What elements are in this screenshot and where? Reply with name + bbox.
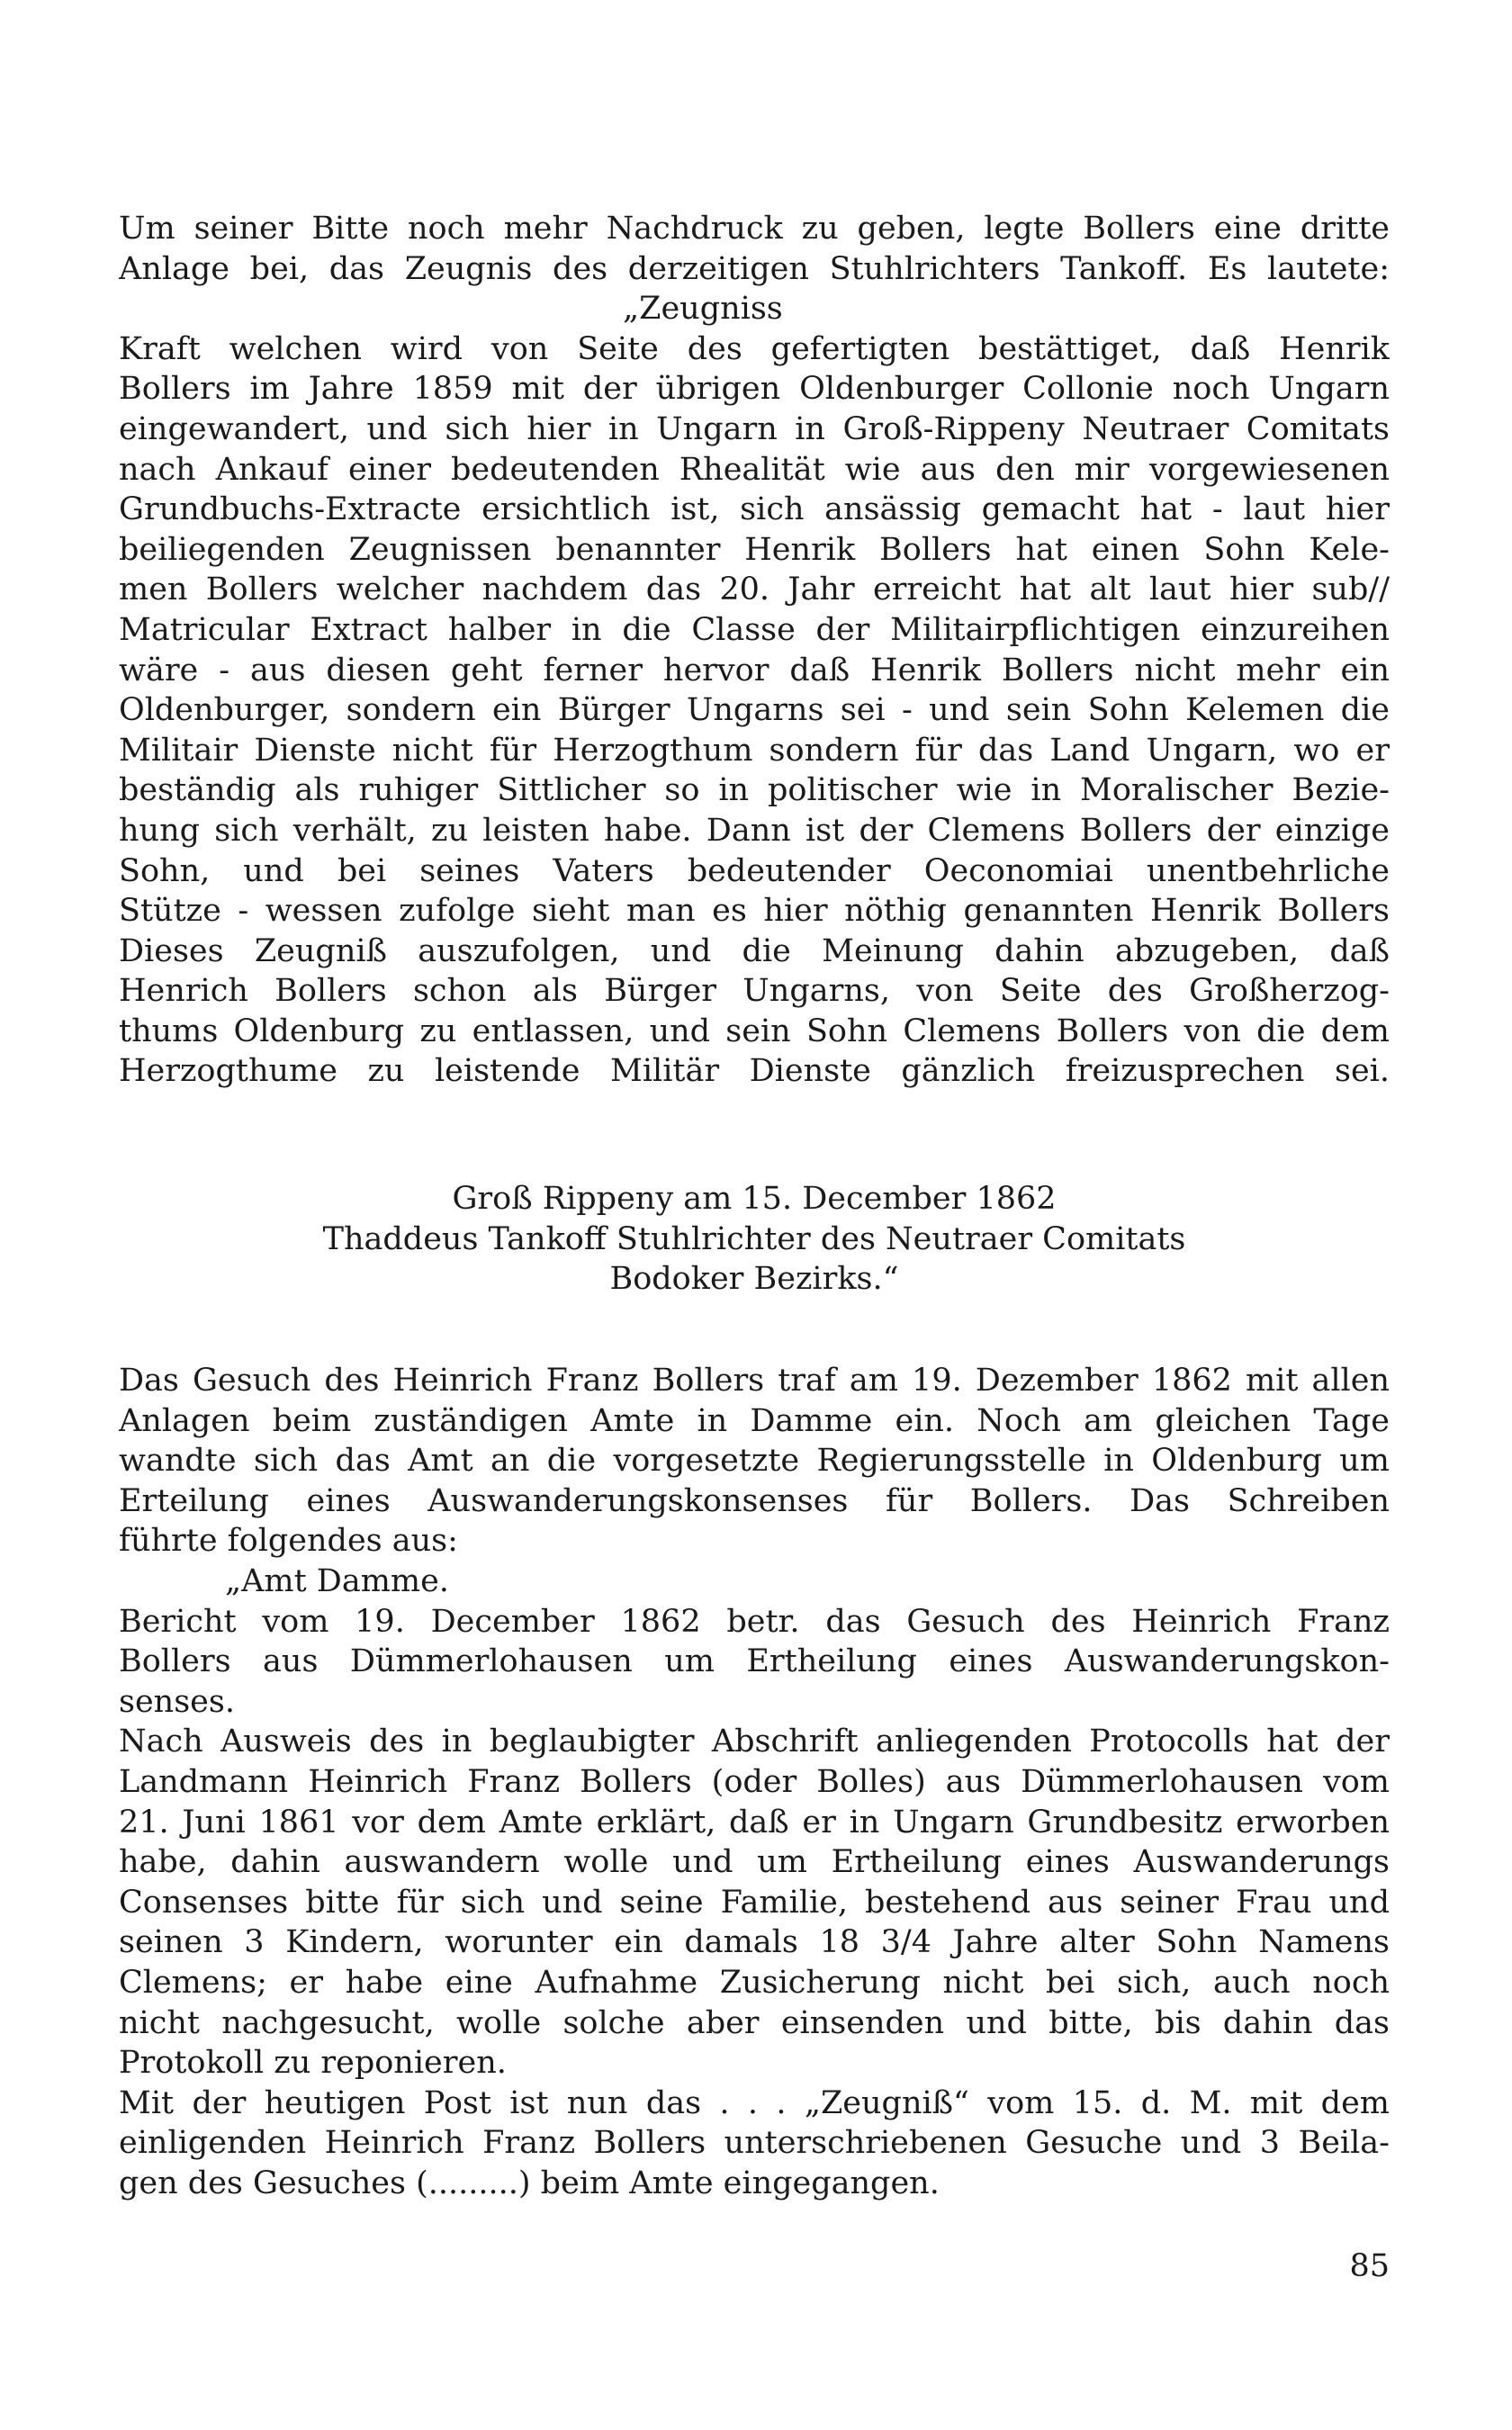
text-line: Militair Dienste nicht für Herzogthum sondern für das Land Ungarn, wo er [119,732,1390,769]
signature-line: Thaddeus Tankoff Stuhlrichter des Neutraer Comitats [322,1220,1186,1257]
text-line: men Bollers welcher nachdem das 20. Jahr erreicht hat alt laut hier sub// [119,572,1390,608]
text-line: Sohn, und bei seines Vaters bedeutender Oeconomiai unentbehrliche [119,852,1390,889]
text-line: Dieses Zeugniß auszufolgen, und die Meinung dahin abzugeben, daß [119,932,1390,969]
text-line: „Zeugniss [623,291,783,328]
text-line: gen des Gesuches (.........) beim Amte eingegangen. [119,2164,940,2201]
text-line: Henrich Bollers schon als Bürger Ungarns, von Seite des Großherzog- [119,973,1390,1010]
text-line: Clemens; er habe eine Aufnahme Zusicherung nicht bei sich, auch noch [119,1964,1390,2001]
text-line: Bollers aus Dümmerlohausen um Ertheilung eines Auswanderungskon- [119,1643,1390,1680]
page-number: 85 [1349,2248,1390,2284]
text-line: beständig als ruhiger Sittlicher so in politischer wie in Moralischer Bezie- [119,772,1390,809]
text-line: Anlagen beim zuständigen Amte in Damme ein. Noch am gleichen Tage [119,1402,1390,1439]
text-line: Landmann Heinrich Franz Bollers (oder Bolles) aus Dümmerlohausen vom [119,1763,1390,1800]
text-line: Mit der heutigen Post ist nun das . . . „Zeugniß“ vom 15. d. M. mit dem [119,2084,1390,2121]
text-line: „Amt Damme. [225,1562,449,1599]
text-line: 21. Juni 1861 vor dem Amte erklärt, daß er in Ungarn Grundbesitz erworben [119,1804,1390,1840]
text-line: Consenses bitte für sich und seine Familie, bestehend aus seiner Frau und [119,1884,1390,1921]
text-line: thums Oldenburg zu entlassen, und sein Sohn Clemens Bollers von die dem [119,1012,1390,1049]
text-line: senses. [119,1683,235,1720]
text-line: Bericht vom 19. December 1862 betr. das Gesuch des Heinrich Franz [119,1603,1390,1640]
text-line: nach Ankauf einer bedeutenden Rhealität wie aus den mir vorgewiesenen [119,451,1390,488]
text-line: Erteilung eines Auswanderungskonsenses für Bollers. Das Schreiben [119,1482,1390,1519]
text-line: wäre - aus diesen geht ferner hervor daß Henrik Bollers nicht mehr ein [119,652,1390,688]
text-line: Anlage bei, das Zeugnis des derzeitigen Stuhlrichters Tankoff. Es lautete: [119,250,1390,287]
text-line: nicht nachgesucht, wolle solche aber einsenden und bitte, bis dahin das [119,2004,1390,2041]
text-line: eingewandert, und sich hier in Ungarn in Groß-Rippeny Neutraer Comitats [119,410,1390,447]
text-line: Bollers im Jahre 1859 mit der übrigen Oldenburger Collonie noch Ungarn [119,371,1390,408]
text-line: wandte sich das Amt an die vorgesetzte Regierungsstelle in Oldenburg um [119,1443,1390,1480]
text-line: Oldenburger, sondern ein Bürger Ungarns sei - und sein Sohn Kelemen die [119,692,1390,729]
text-line: Um seiner Bitte noch mehr Nachdruck zu geben, legte Bollers eine dritte [119,211,1390,247]
signature-line: Bodoker Bezirks.“ [609,1261,899,1298]
text-line: Stütze - wessen zufolge sieht man es hier nöthig genannten Henrik Bollers [119,893,1390,930]
text-line: Protokoll zu reponieren. [119,2045,507,2082]
report-paragraph [119,1361,1390,2203]
text-line: habe, dahin auswandern wolle und um Ertheilung eines Auswanderungs [119,1844,1390,1881]
text-line: seinen 3 Kindern, worunter ein damals 18 3/4 Jahre alter Sohn Namens [119,1924,1390,1961]
text-line: führte folgendes aus: [119,1523,458,1560]
text-line: Grundbuchs-Extracte ersichtlich ist, sich ansässig gemacht hat - laut hier [119,491,1390,528]
text-line: Herzogthume zu leistende Militär Dienste gänzlich freizusprechen sei. [119,1053,1390,1090]
text-line: beiliegenden Zeugnissen benannter Henrik Bollers hat einen Sohn Kele- [119,531,1390,568]
text-line: Kraft welchen wird von Seite des gefertigten bestättiget, daß Henrik [119,330,1390,367]
signature-line: Groß Rippeny am 15. December 1862 [452,1181,1057,1217]
signature-block [119,1179,1390,1300]
letter-intro-paragraph [119,209,1390,1092]
text-line: Matricular Extract halber in die Classe der Militairpflichtigen einzureihen [119,611,1390,648]
text-line: Das Gesuch des Heinrich Franz Bollers traf am 19. Dezember 1862 mit allen [119,1363,1390,1399]
text-line: einligenden Heinrich Franz Bollers unterschriebenen Gesuche und 3 Beila- [119,2125,1390,2162]
text-line: Nach Ausweis des in beglaubigter Abschrift anliegenden Protocolls hat der [119,1724,1390,1760]
text-line: hung sich verhält, zu leisten habe. Dann ist der Clemens Bollers der einzige [119,812,1390,849]
